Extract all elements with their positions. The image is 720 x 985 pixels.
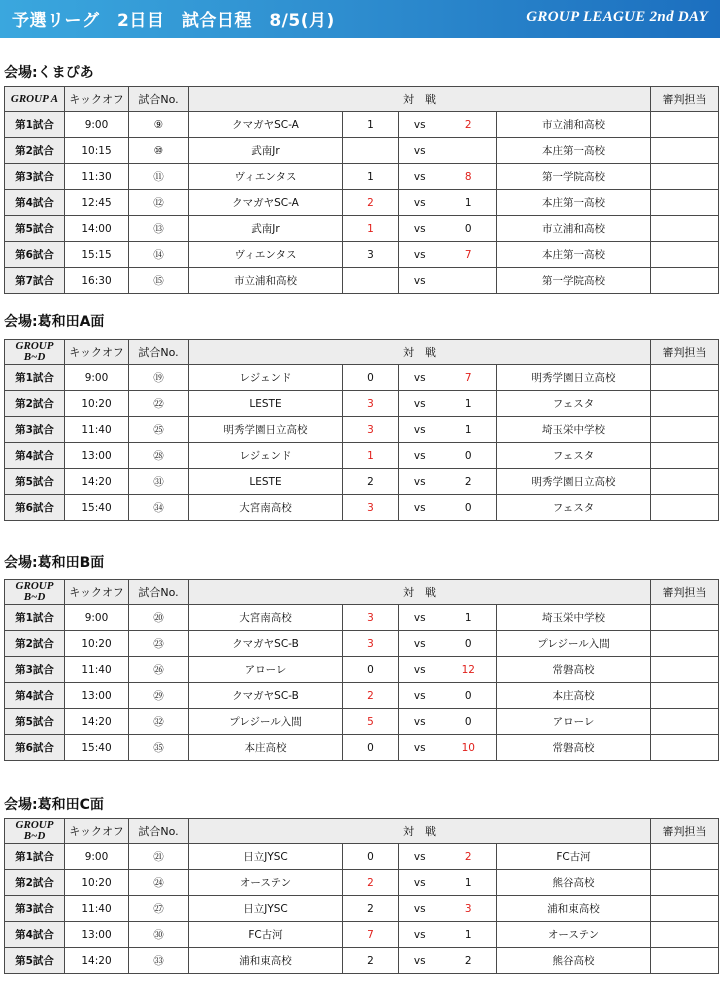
- table-row: [5, 844, 719, 870]
- home-score: 0: [343, 365, 399, 391]
- referee-cell: [651, 896, 719, 922]
- matchup-header: 対 戦: [189, 819, 651, 844]
- vs-label: vs: [399, 216, 441, 242]
- table-row: [5, 443, 719, 469]
- match-label: 第5試合: [5, 709, 65, 735]
- match-number: ㉔: [129, 870, 189, 896]
- home-team: アローレ: [189, 657, 343, 683]
- home-score: 2: [343, 190, 399, 216]
- kickoff-time: 11:40: [65, 417, 129, 443]
- home-team: レジェンド: [189, 365, 343, 391]
- match-label: 第1試合: [5, 844, 65, 870]
- referee-cell: [651, 164, 719, 190]
- away-team: 市立浦和高校: [497, 112, 651, 138]
- vs-label: vs: [399, 268, 441, 294]
- schedule-table: [4, 339, 719, 521]
- vs-label: vs: [399, 190, 441, 216]
- away-team: アローレ: [497, 709, 651, 735]
- away-team: 明秀学園日立高校: [497, 469, 651, 495]
- venue-title: 会場:葛和田C面: [4, 797, 104, 813]
- referee-cell: [651, 948, 719, 974]
- match-no-header: 試合No.: [129, 87, 189, 112]
- table-row: [5, 216, 719, 242]
- kickoff-time: 12:45: [65, 190, 129, 216]
- table-row: [5, 683, 719, 709]
- vs-label: vs: [399, 657, 441, 683]
- away-score: 1: [441, 190, 497, 216]
- away-team: 第一学院高校: [497, 268, 651, 294]
- vs-label: vs: [399, 112, 441, 138]
- referee-cell: [651, 391, 719, 417]
- vs-label: vs: [399, 417, 441, 443]
- vs-label: vs: [399, 922, 441, 948]
- referee-cell: [651, 242, 719, 268]
- group-label: GROUP B~D: [5, 340, 65, 365]
- home-team: FC古河: [189, 922, 343, 948]
- table-row: [5, 417, 719, 443]
- home-team: クマガヤSC-B: [189, 683, 343, 709]
- kickoff-time: 13:00: [65, 922, 129, 948]
- page-title: 予選リーグ 2日目 試合日程 8/5(月): [12, 11, 335, 31]
- referee-cell: [651, 112, 719, 138]
- match-number: ⑫: [129, 190, 189, 216]
- kickoff-time: 9:00: [65, 112, 129, 138]
- away-team: 常磐高校: [497, 735, 651, 761]
- referee-cell: [651, 709, 719, 735]
- match-number: ⑮: [129, 268, 189, 294]
- match-label: 第5試合: [5, 948, 65, 974]
- match-label: 第2試合: [5, 138, 65, 164]
- away-team: 浦和東高校: [497, 896, 651, 922]
- referee-header: 審判担当: [651, 87, 719, 112]
- away-score: 1: [441, 605, 497, 631]
- match-number: ㉞: [129, 495, 189, 521]
- match-number: ㉛: [129, 469, 189, 495]
- kickoff-time: 13:00: [65, 443, 129, 469]
- away-score: 0: [441, 443, 497, 469]
- away-team: 第一学院高校: [497, 164, 651, 190]
- home-team: LESTE: [189, 391, 343, 417]
- kickoff-header: キックオフ: [65, 87, 129, 112]
- home-score: 7: [343, 922, 399, 948]
- away-score: 2: [441, 112, 497, 138]
- referee-cell: [651, 469, 719, 495]
- match-number: ㉖: [129, 657, 189, 683]
- home-score: 3: [343, 391, 399, 417]
- home-team: レジェンド: [189, 443, 343, 469]
- group-label: GROUP B~D: [5, 819, 65, 844]
- referee-cell: [651, 657, 719, 683]
- match-number: ㉟: [129, 735, 189, 761]
- kickoff-header: キックオフ: [65, 580, 129, 605]
- vs-label: vs: [399, 870, 441, 896]
- away-score: 0: [441, 495, 497, 521]
- referee-cell: [651, 605, 719, 631]
- away-team: フェスタ: [497, 495, 651, 521]
- referee-cell: [651, 190, 719, 216]
- away-team: フェスタ: [497, 391, 651, 417]
- match-number: ⑲: [129, 365, 189, 391]
- table-row: [5, 138, 719, 164]
- kickoff-header: キックオフ: [65, 819, 129, 844]
- referee-cell: [651, 922, 719, 948]
- table-row: [5, 870, 719, 896]
- home-team: クマガヤSC-A: [189, 112, 343, 138]
- match-number: ㉜: [129, 709, 189, 735]
- home-score: 2: [343, 469, 399, 495]
- kickoff-time: 15:15: [65, 242, 129, 268]
- home-team: 大宮南高校: [189, 605, 343, 631]
- away-team: 本庄第一高校: [497, 190, 651, 216]
- kickoff-time: 15:40: [65, 735, 129, 761]
- match-label: 第1試合: [5, 605, 65, 631]
- match-label: 第3試合: [5, 657, 65, 683]
- home-score: [343, 268, 399, 294]
- away-score: 0: [441, 631, 497, 657]
- table-row: [5, 164, 719, 190]
- home-score: 0: [343, 657, 399, 683]
- match-label: 第3試合: [5, 164, 65, 190]
- match-label: 第2試合: [5, 391, 65, 417]
- away-score: 2: [441, 948, 497, 974]
- kickoff-time: 10:20: [65, 870, 129, 896]
- match-label: 第2試合: [5, 631, 65, 657]
- venue-title: 会場:葛和田B面: [4, 555, 105, 571]
- referee-header: 審判担当: [651, 580, 719, 605]
- kickoff-header: キックオフ: [65, 340, 129, 365]
- referee-cell: [651, 683, 719, 709]
- referee-cell: [651, 844, 719, 870]
- match-label: 第5試合: [5, 469, 65, 495]
- match-number: ⑨: [129, 112, 189, 138]
- home-score: 0: [343, 735, 399, 761]
- home-team: 日立JYSC: [189, 896, 343, 922]
- kickoff-time: 14:20: [65, 948, 129, 974]
- away-score: [441, 138, 497, 164]
- vs-label: vs: [399, 469, 441, 495]
- match-number: ⑭: [129, 242, 189, 268]
- table-row: [5, 605, 719, 631]
- match-label: 第3試合: [5, 896, 65, 922]
- away-team: FC古河: [497, 844, 651, 870]
- table-row: [5, 709, 719, 735]
- away-score: 10: [441, 735, 497, 761]
- away-team: 埼玉栄中学校: [497, 605, 651, 631]
- home-score: 1: [343, 216, 399, 242]
- match-no-header: 試合No.: [129, 340, 189, 365]
- home-score: 2: [343, 870, 399, 896]
- table-row: [5, 112, 719, 138]
- home-team: 浦和東高校: [189, 948, 343, 974]
- match-number: ㉘: [129, 443, 189, 469]
- schedule-table: [4, 86, 719, 294]
- away-score: 0: [441, 216, 497, 242]
- kickoff-time: 11:30: [65, 164, 129, 190]
- kickoff-time: 9:00: [65, 365, 129, 391]
- vs-label: vs: [399, 495, 441, 521]
- match-number: ⑳: [129, 605, 189, 631]
- kickoff-time: 11:40: [65, 657, 129, 683]
- venue-title: 会場:葛和田A面: [4, 314, 105, 330]
- referee-header: 審判担当: [651, 340, 719, 365]
- away-score: 12: [441, 657, 497, 683]
- page-subtitle: GROUP LEAGUE 2nd DAY: [526, 9, 708, 25]
- match-number: ㉓: [129, 631, 189, 657]
- home-team: クマガヤSC-A: [189, 190, 343, 216]
- schedule-table: [4, 818, 719, 974]
- away-score: 0: [441, 709, 497, 735]
- kickoff-time: 9:00: [65, 844, 129, 870]
- vs-label: vs: [399, 605, 441, 631]
- kickoff-time: 16:30: [65, 268, 129, 294]
- away-team: 本庄第一高校: [497, 242, 651, 268]
- vs-label: vs: [399, 631, 441, 657]
- referee-cell: [651, 365, 719, 391]
- match-label: 第6試合: [5, 735, 65, 761]
- home-score: 1: [343, 443, 399, 469]
- match-label: 第6試合: [5, 242, 65, 268]
- match-number: ㉚: [129, 922, 189, 948]
- away-score: 8: [441, 164, 497, 190]
- matchup-header: 対 戦: [189, 340, 651, 365]
- match-label: 第6試合: [5, 495, 65, 521]
- home-team: 日立JYSC: [189, 844, 343, 870]
- home-team: LESTE: [189, 469, 343, 495]
- away-team: オーステン: [497, 922, 651, 948]
- kickoff-time: 11:40: [65, 896, 129, 922]
- match-label: 第1試合: [5, 112, 65, 138]
- vs-label: vs: [399, 896, 441, 922]
- away-team: 常磐高校: [497, 657, 651, 683]
- match-number: ㉒: [129, 391, 189, 417]
- away-score: 7: [441, 242, 497, 268]
- kickoff-time: 10:15: [65, 138, 129, 164]
- table-header-row: [5, 87, 719, 112]
- table-header-row: [5, 819, 719, 844]
- away-score: 7: [441, 365, 497, 391]
- away-score: [441, 268, 497, 294]
- away-team: 熊谷高校: [497, 870, 651, 896]
- vs-label: vs: [399, 164, 441, 190]
- group-label: GROUP A: [5, 87, 65, 112]
- referee-cell: [651, 495, 719, 521]
- home-team: 武南Jr: [189, 216, 343, 242]
- home-score: [343, 138, 399, 164]
- group-label: GROUP B~D: [5, 580, 65, 605]
- home-score: 5: [343, 709, 399, 735]
- away-team: 明秀学園日立高校: [497, 365, 651, 391]
- home-team: 明秀学園日立高校: [189, 417, 343, 443]
- referee-cell: [651, 443, 719, 469]
- home-team: 市立浦和高校: [189, 268, 343, 294]
- match-number: ㉕: [129, 417, 189, 443]
- match-label: 第4試合: [5, 190, 65, 216]
- matchup-header: 対 戦: [189, 87, 651, 112]
- home-team: 大宮南高校: [189, 495, 343, 521]
- match-number: ⑩: [129, 138, 189, 164]
- away-score: 2: [441, 469, 497, 495]
- match-label: 第4試合: [5, 443, 65, 469]
- match-label: 第4試合: [5, 922, 65, 948]
- match-label: 第5試合: [5, 216, 65, 242]
- home-team: 武南Jr: [189, 138, 343, 164]
- away-score: 2: [441, 844, 497, 870]
- home-team: クマガヤSC-B: [189, 631, 343, 657]
- table-row: [5, 268, 719, 294]
- vs-label: vs: [399, 138, 441, 164]
- table-row: [5, 631, 719, 657]
- match-label: 第7試合: [5, 268, 65, 294]
- table-row: [5, 190, 719, 216]
- vs-label: vs: [399, 391, 441, 417]
- match-number: ㉙: [129, 683, 189, 709]
- kickoff-time: 14:20: [65, 469, 129, 495]
- kickoff-time: 14:00: [65, 216, 129, 242]
- vs-label: vs: [399, 365, 441, 391]
- kickoff-time: 10:20: [65, 391, 129, 417]
- match-no-header: 試合No.: [129, 580, 189, 605]
- match-label: 第3試合: [5, 417, 65, 443]
- away-team: 熊谷高校: [497, 948, 651, 974]
- home-score: 2: [343, 948, 399, 974]
- referee-header: 審判担当: [651, 819, 719, 844]
- table-header-row: [5, 340, 719, 365]
- home-team: 本庄高校: [189, 735, 343, 761]
- home-score: 3: [343, 417, 399, 443]
- referee-cell: [651, 417, 719, 443]
- away-team: フェスタ: [497, 443, 651, 469]
- away-score: 3: [441, 896, 497, 922]
- referee-cell: [651, 870, 719, 896]
- table-row: [5, 365, 719, 391]
- kickoff-time: 13:00: [65, 683, 129, 709]
- away-score: 1: [441, 391, 497, 417]
- table-row: [5, 242, 719, 268]
- table-row: [5, 735, 719, 761]
- home-score: 2: [343, 896, 399, 922]
- table-row: [5, 948, 719, 974]
- kickoff-time: 15:40: [65, 495, 129, 521]
- away-score: 1: [441, 922, 497, 948]
- match-label: 第2試合: [5, 870, 65, 896]
- home-team: ヴィエンタス: [189, 242, 343, 268]
- table-row: [5, 657, 719, 683]
- away-score: 0: [441, 683, 497, 709]
- home-team: ヴィエンタス: [189, 164, 343, 190]
- vs-label: vs: [399, 683, 441, 709]
- home-score: 3: [343, 631, 399, 657]
- match-number: ㉗: [129, 896, 189, 922]
- match-no-header: 試合No.: [129, 819, 189, 844]
- home-score: 3: [343, 605, 399, 631]
- away-team: 市立浦和高校: [497, 216, 651, 242]
- venue-title: 会場:くまぴあ: [4, 65, 94, 81]
- home-team: プレジール入間: [189, 709, 343, 735]
- home-score: 1: [343, 164, 399, 190]
- vs-label: vs: [399, 735, 441, 761]
- kickoff-time: 10:20: [65, 631, 129, 657]
- match-number: ㉝: [129, 948, 189, 974]
- away-score: 1: [441, 870, 497, 896]
- home-score: 1: [343, 112, 399, 138]
- home-team: オーステン: [189, 870, 343, 896]
- match-number: ⑬: [129, 216, 189, 242]
- referee-cell: [651, 268, 719, 294]
- home-score: 0: [343, 844, 399, 870]
- table-row: [5, 391, 719, 417]
- home-score: 3: [343, 495, 399, 521]
- match-label: 第1試合: [5, 365, 65, 391]
- away-team: プレジール入間: [497, 631, 651, 657]
- table-row: [5, 495, 719, 521]
- match-number: ⑪: [129, 164, 189, 190]
- referee-cell: [651, 631, 719, 657]
- referee-cell: [651, 216, 719, 242]
- away-team: 本庄第一高校: [497, 138, 651, 164]
- vs-label: vs: [399, 709, 441, 735]
- vs-label: vs: [399, 844, 441, 870]
- match-number: ㉑: [129, 844, 189, 870]
- table-row: [5, 896, 719, 922]
- kickoff-time: 14:20: [65, 709, 129, 735]
- vs-label: vs: [399, 242, 441, 268]
- away-team: 本庄高校: [497, 683, 651, 709]
- away-score: 1: [441, 417, 497, 443]
- referee-cell: [651, 735, 719, 761]
- away-team: 埼玉栄中学校: [497, 417, 651, 443]
- match-label: 第4試合: [5, 683, 65, 709]
- home-score: 2: [343, 683, 399, 709]
- table-row: [5, 922, 719, 948]
- vs-label: vs: [399, 443, 441, 469]
- table-row: [5, 469, 719, 495]
- schedule-table: [4, 579, 719, 761]
- vs-label: vs: [399, 948, 441, 974]
- matchup-header: 対 戦: [189, 580, 651, 605]
- page-header-banner: [0, 0, 720, 38]
- referee-cell: [651, 138, 719, 164]
- home-score: 3: [343, 242, 399, 268]
- table-header-row: [5, 580, 719, 605]
- kickoff-time: 9:00: [65, 605, 129, 631]
